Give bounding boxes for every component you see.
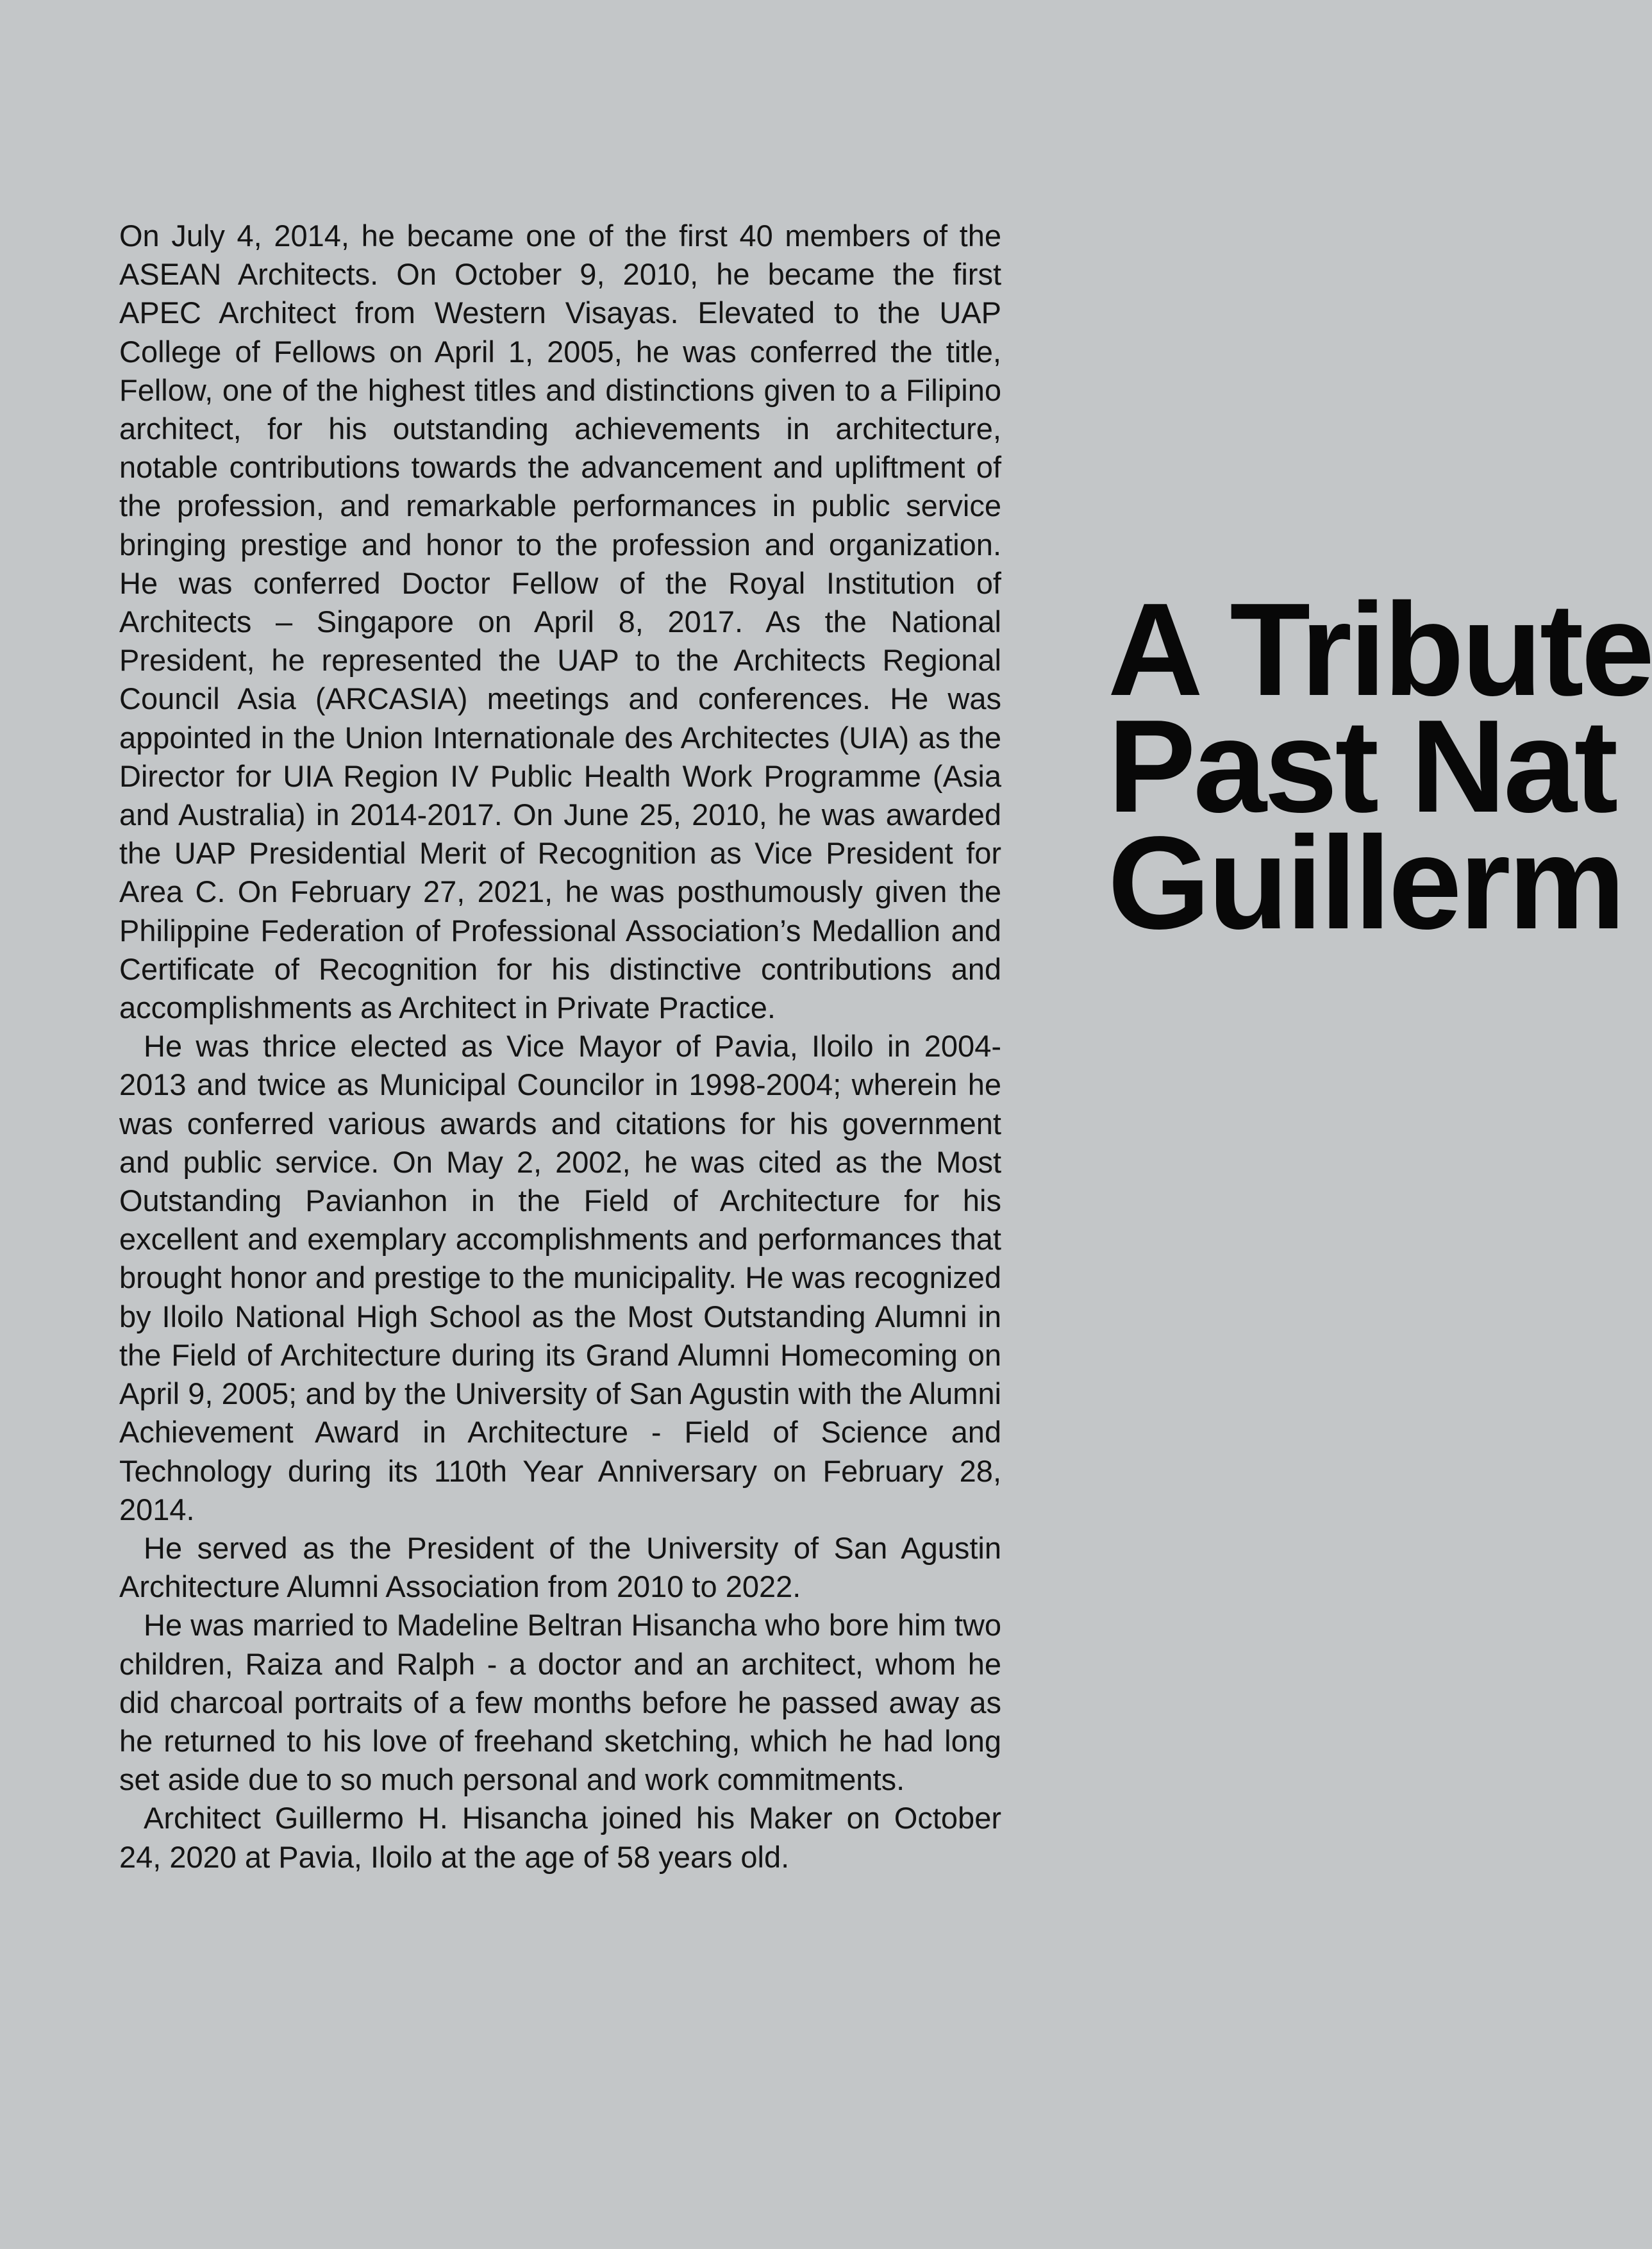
body-text-column: [119, 217, 1001, 1877]
paragraph-alumni-association: He served as the President of the University of San Agustin Architecture Alumni Association from 2010 to 2022.: [119, 1530, 1001, 1604]
paragraph-memberships: On July 4, 2014, he became one of the first 40 members of the ASEAN Architects. On October 9, 2010, he became the first APEC Architect from Western Visayas. Elevated to the UAP College of Fellows on April 1, 2005, he was conferred the title, Fellow, one of the highest titles and distinctions given to a Filipino architect, for his outstanding achievements in architecture, notable contributions towards the advancement and upliftment of the profession, and remarkable performances in public service bringing prestige and honor to the profession and organization. He was conferred Doctor Fellow of the Royal Institution of Architects – Singapore on April 8, 2017. As the National President, he represented the UAP to the Architects Regional Council Asia (ARCASIA) meetings and conferences. He was appointed in the Union Internationale des Architectes (UIA) as the Director for UIA Region IV Public Health Work Programme (Asia and Australia) in 2014-2017. On June 25, 2010, he was awarded the UAP Presidential Merit of Recognition as Vice President for Area C. On February 27, 2021, he was posthumously given the Philippine Federation of Professional Association’s Medallion and Certificate of Recognition for his distinctive contributions and accomplishments as Architect in Private Practice.: [119, 219, 1001, 1025]
page-title: [1108, 576, 1652, 957]
title-line-3: Guillerm: [1108, 809, 1623, 957]
paragraph-family: He was married to Madeline Beltran Hisancha who bore him two children, Raiza and Ralph - a doctor and an architect, whom he did charcoal portraits of a few months before he passed away as he returned to his love of freehand sketching, which he had long set aside due to so much personal and work commitments.: [119, 1608, 1001, 1797]
paragraph-passing: Architect Guillermo H. Hisancha joined his Maker on October 24, 2020 at Pavia, Iloilo at the age of 58 years old.: [119, 1801, 1001, 1874]
title-line-2: Past Nat: [1108, 692, 1616, 840]
title-line-1: A Tribute: [1108, 576, 1652, 723]
paragraph-public-service: He was thrice elected as Vice Mayor of Pavia, Iloilo in 2004-2013 and twice as Municipal Councilor in 1998-2004; wherein he was conferred various awards and citations for his government and public service. On May 2, 2002, he was cited as the Most Outstanding Pavianhon in the Field of Architecture for his excellent and exemplary accomplishments and performances that brought honor and prestige to the municipality. He was recognized by Iloilo National High School as the Most Outstanding Alumni in the Field of Architecture during its Grand Alumni Homecoming on April 9, 2005; and by the University of San Agustin with the Alumni Achievement Award in Architecture - Field of Science and Technology during its 110th Year Anniversary on February 28, 2014.: [119, 1029, 1001, 1526]
